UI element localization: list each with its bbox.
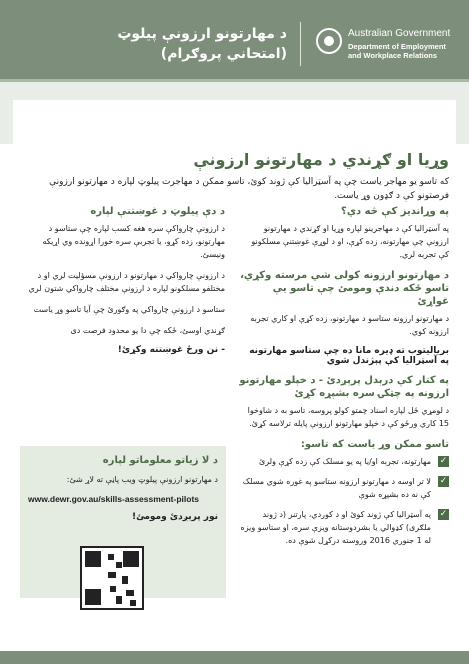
check-icon: ✓: [439, 509, 448, 519]
title-line-1: د مهارتونو ارزونې پيلوټ: [117, 26, 287, 42]
apply-text-1: د ارزونې چارواکې سره هغه کسب لپاره چې ستاسو د مهارتونو، زده کړو، يا تجربې سره خورا اړونده وي اړيکه ونيسئ.: [42, 224, 225, 259]
more-info-box: [20, 446, 226, 598]
government-logo: [316, 26, 462, 66]
success-statement: برياليتوب ته ډيره مانا ده چې ستاسو مهارتونه په آسټراليا کې پېژندل شوي: [249, 346, 449, 366]
list-item: ✓ مهارتونه، تجربه او/يا په يو مسلک کې زده کړې ولرئ: [258, 456, 448, 466]
page-title: [37, 24, 287, 64]
intro-text: که تاسو يو مهاجر ياست چې په آسټراليا کې ژوند کوئ، تاسو ممکن د مهاجرت پيلوټ لپاره د مهارتونو ارزونې فرصتونو کې د ګډون وړ ياست.: [49, 177, 449, 201]
title-line-2: (امتحاني پروګرام): [160, 46, 287, 62]
left-column: [20, 205, 225, 363]
check-icon: ✓: [439, 456, 448, 466]
jobs-heading: د مهارتونو ارزونه کولی شي مرسته وکړي، تاسو ځکه دندې ومومئ چې تاسو يې غواړئ: [240, 270, 449, 307]
eligibility-heading: تاسو ممکن وړ ياست که تاسو:: [300, 439, 449, 450]
apply-cta: - نن ورځ غوښتنه وکړئ!: [117, 345, 225, 355]
apply-heading: د دې پيلوټ د غوښتنې لپاره: [90, 206, 225, 217]
apply-text-2: د ارزونې چارواکي د مهارتونو د ارزونې مسؤليت لري او د مختلفو مسلکونو لپاره د ارزونې مختلف چارواکي شتون لري: [28, 271, 225, 293]
info-heading: د لا زياتو معلوماتو لپاره: [102, 455, 218, 466]
dept-line-1: Department of Employment: [348, 42, 446, 51]
offer-heading: په وړانديز کې څه دي؟: [341, 206, 449, 217]
header-divider: [300, 22, 301, 66]
jobs-text: د مهارتونو ارزونه ستاسو د مهارتونو، زده کړې او کاري تجربه ارزونه کوي.: [250, 314, 449, 336]
list-item: ✓ په آسټراليا کې ژوند کوئ او د کوردي، پارتنر (د ژوند ملګری) کډوالي يا بشردوستانه ويزې سره، او ستاسو ويزه له 1 جنوري 2016 وروسته درکړل شوې ده.: [240, 509, 448, 545]
gov-name: Australian Government: [348, 28, 451, 39]
list-item: ✓ لا تر اوسه د مهارتونو ارزونه ستاسو په غوره شوي مسلک کې نه ده بشپړه شوې: [242, 476, 448, 499]
website-link[interactable]: www.dewr.gov.au/skills-assessment-pilots: [28, 494, 200, 504]
info-text: د مهارتونو ارزونې پيلوټ ويب پاڼې ته لاړ شئ:: [66, 475, 218, 484]
crest-icon: [316, 28, 342, 54]
queue-text: د لومړي ځل لپاره اسناد چمتو کولو پروسه، تاسو به د شاوخوا 15 کاري ورځو کې د خپلو مهارتونو ارزونې پايله ترلاسه کړئ.: [247, 406, 449, 428]
main-heading: وړيا او ګړندي د مهارتونو ارزونې: [193, 150, 449, 169]
apply-text-4: ګړندي اوسئ، ځکه چې دا يو محدود فرصت دی: [70, 326, 225, 335]
footer-bar: [0, 651, 469, 664]
eligibility-list: [239, 455, 449, 547]
dept-line-2: and Workplace Relations: [348, 51, 438, 60]
qr-code-icon[interactable]: [80, 546, 144, 610]
check-icon: ✓: [439, 476, 448, 486]
offer-text: په آسټراليا کې د مهاجرينو لپاره وړيا او ګړندي د مهارتونو ارزونې چې مهارتونه، زده کړې، او د لوړې غوښتنې مسلکونو کې تجربه لري.: [251, 224, 449, 259]
header-bar: [0, 0, 469, 82]
info-more: نور پرېږدئ ومومئ!: [131, 512, 218, 522]
queue-heading: په کتار کې درېدل پرېږدئ - د خپلو مهارتونو ارزونه په چټکۍ سره بشپړه کړئ: [239, 375, 449, 399]
right-column: [239, 205, 449, 554]
apply-text-3: ستاسو د ارزونې چارواکي په وګورئ چې آيا تاسو وړ ياست: [33, 305, 225, 314]
